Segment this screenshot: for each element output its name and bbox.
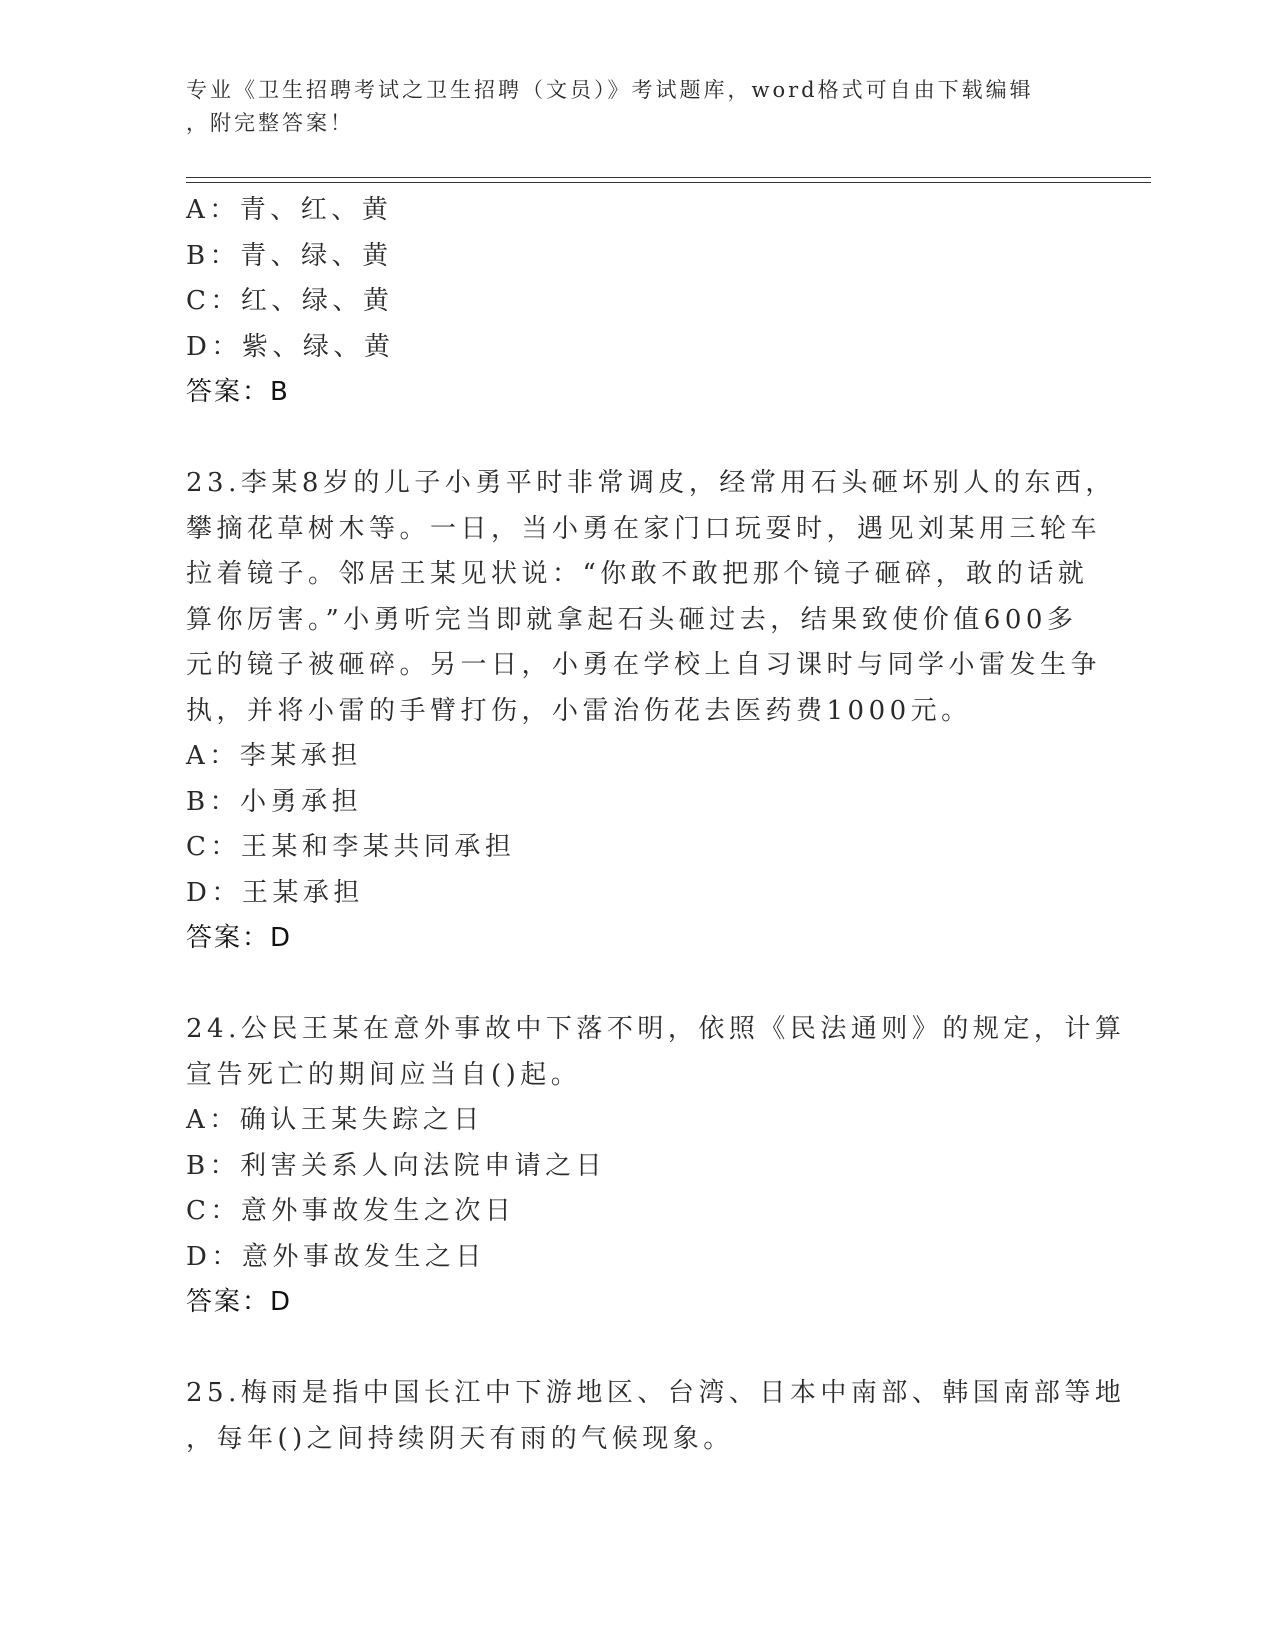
option-b: B：青、绿、黄: [186, 240, 393, 271]
option-d: D：意外事故发生之日: [186, 1241, 486, 1272]
answer-text: 答案：B: [186, 377, 290, 407]
question-list: [186, 188, 1126, 1462]
question-stem-line: 25.梅雨是指中国长江中下游地区、台湾、日本中南部、韩国南部等地: [186, 1378, 1126, 1408]
header-line-2: ，附完整答案！: [186, 111, 354, 135]
option-b: B：小勇承担: [186, 786, 363, 817]
option-b: B：利害关系人向法院申请之日: [186, 1150, 607, 1181]
header-line-1: 专业《卫生招聘考试之卫生招聘（文员）》考试题库，word格式可自由下载编辑: [186, 78, 1034, 102]
option-d: D：王某承担: [186, 877, 364, 908]
document-header: [186, 74, 1066, 140]
question-23: [186, 461, 1116, 962]
question-stem-line: 宣告死亡的期间应当自()起。: [186, 1059, 582, 1090]
question-stem-line: 拉着镜子。邻居王某见状说：“你敢不敢把那个镜子砸碎，敢的话就: [186, 559, 1089, 589]
question-stem-line: 算你厉害。”小勇听完当即就拿起石头砸过去，结果致使价值600多: [186, 604, 1078, 635]
spacer: [186, 962, 1086, 1008]
question-22: [186, 188, 1086, 416]
option-c: C：王某和李某共同承担: [186, 832, 516, 862]
option-a: A：青、红、黄: [186, 195, 393, 225]
spacer: [186, 1326, 1086, 1372]
question-25: [186, 1371, 1126, 1462]
option-d: D：紫、绿、黄: [186, 331, 395, 362]
answer-text: 答案：D: [186, 923, 293, 953]
question-stem-line: 23.李某8岁的儿子小勇平时非常调皮，经常用石头砸坏别人的东西，: [186, 468, 1116, 498]
question-stem-line: 24.公民王某在意外事故中下落不明，依照《民法通则》的规定，计算: [186, 1014, 1126, 1044]
question-stem-line: 元的镜子被砸碎。另一日，小勇在学校上自习课时与同学小雷发生争: [186, 650, 1102, 680]
question-24: [186, 1007, 1126, 1326]
question-stem-line: 执，并将小雷的手臂打伤，小雷治伤花去医药费1000元。: [186, 695, 972, 726]
header-divider-bottom: [186, 182, 1151, 183]
answer-text: 答案：D: [186, 1287, 293, 1317]
spacer: [186, 416, 1086, 462]
option-c: C：红、绿、黄: [186, 286, 394, 316]
question-stem-line: ，每年()之间持续阴天有雨的气候现象。: [186, 1423, 734, 1454]
header-divider-top: [186, 177, 1151, 178]
option-a: A：确认王某失踪之日: [186, 1105, 484, 1135]
option-c: C：意外事故发生之次日: [186, 1196, 516, 1226]
question-stem-line: 攀摘花草树木等。一日，当小勇在家门口玩耍时，遇见刘某用三轮车: [186, 513, 1102, 544]
option-a: A：李某承担: [186, 741, 362, 771]
